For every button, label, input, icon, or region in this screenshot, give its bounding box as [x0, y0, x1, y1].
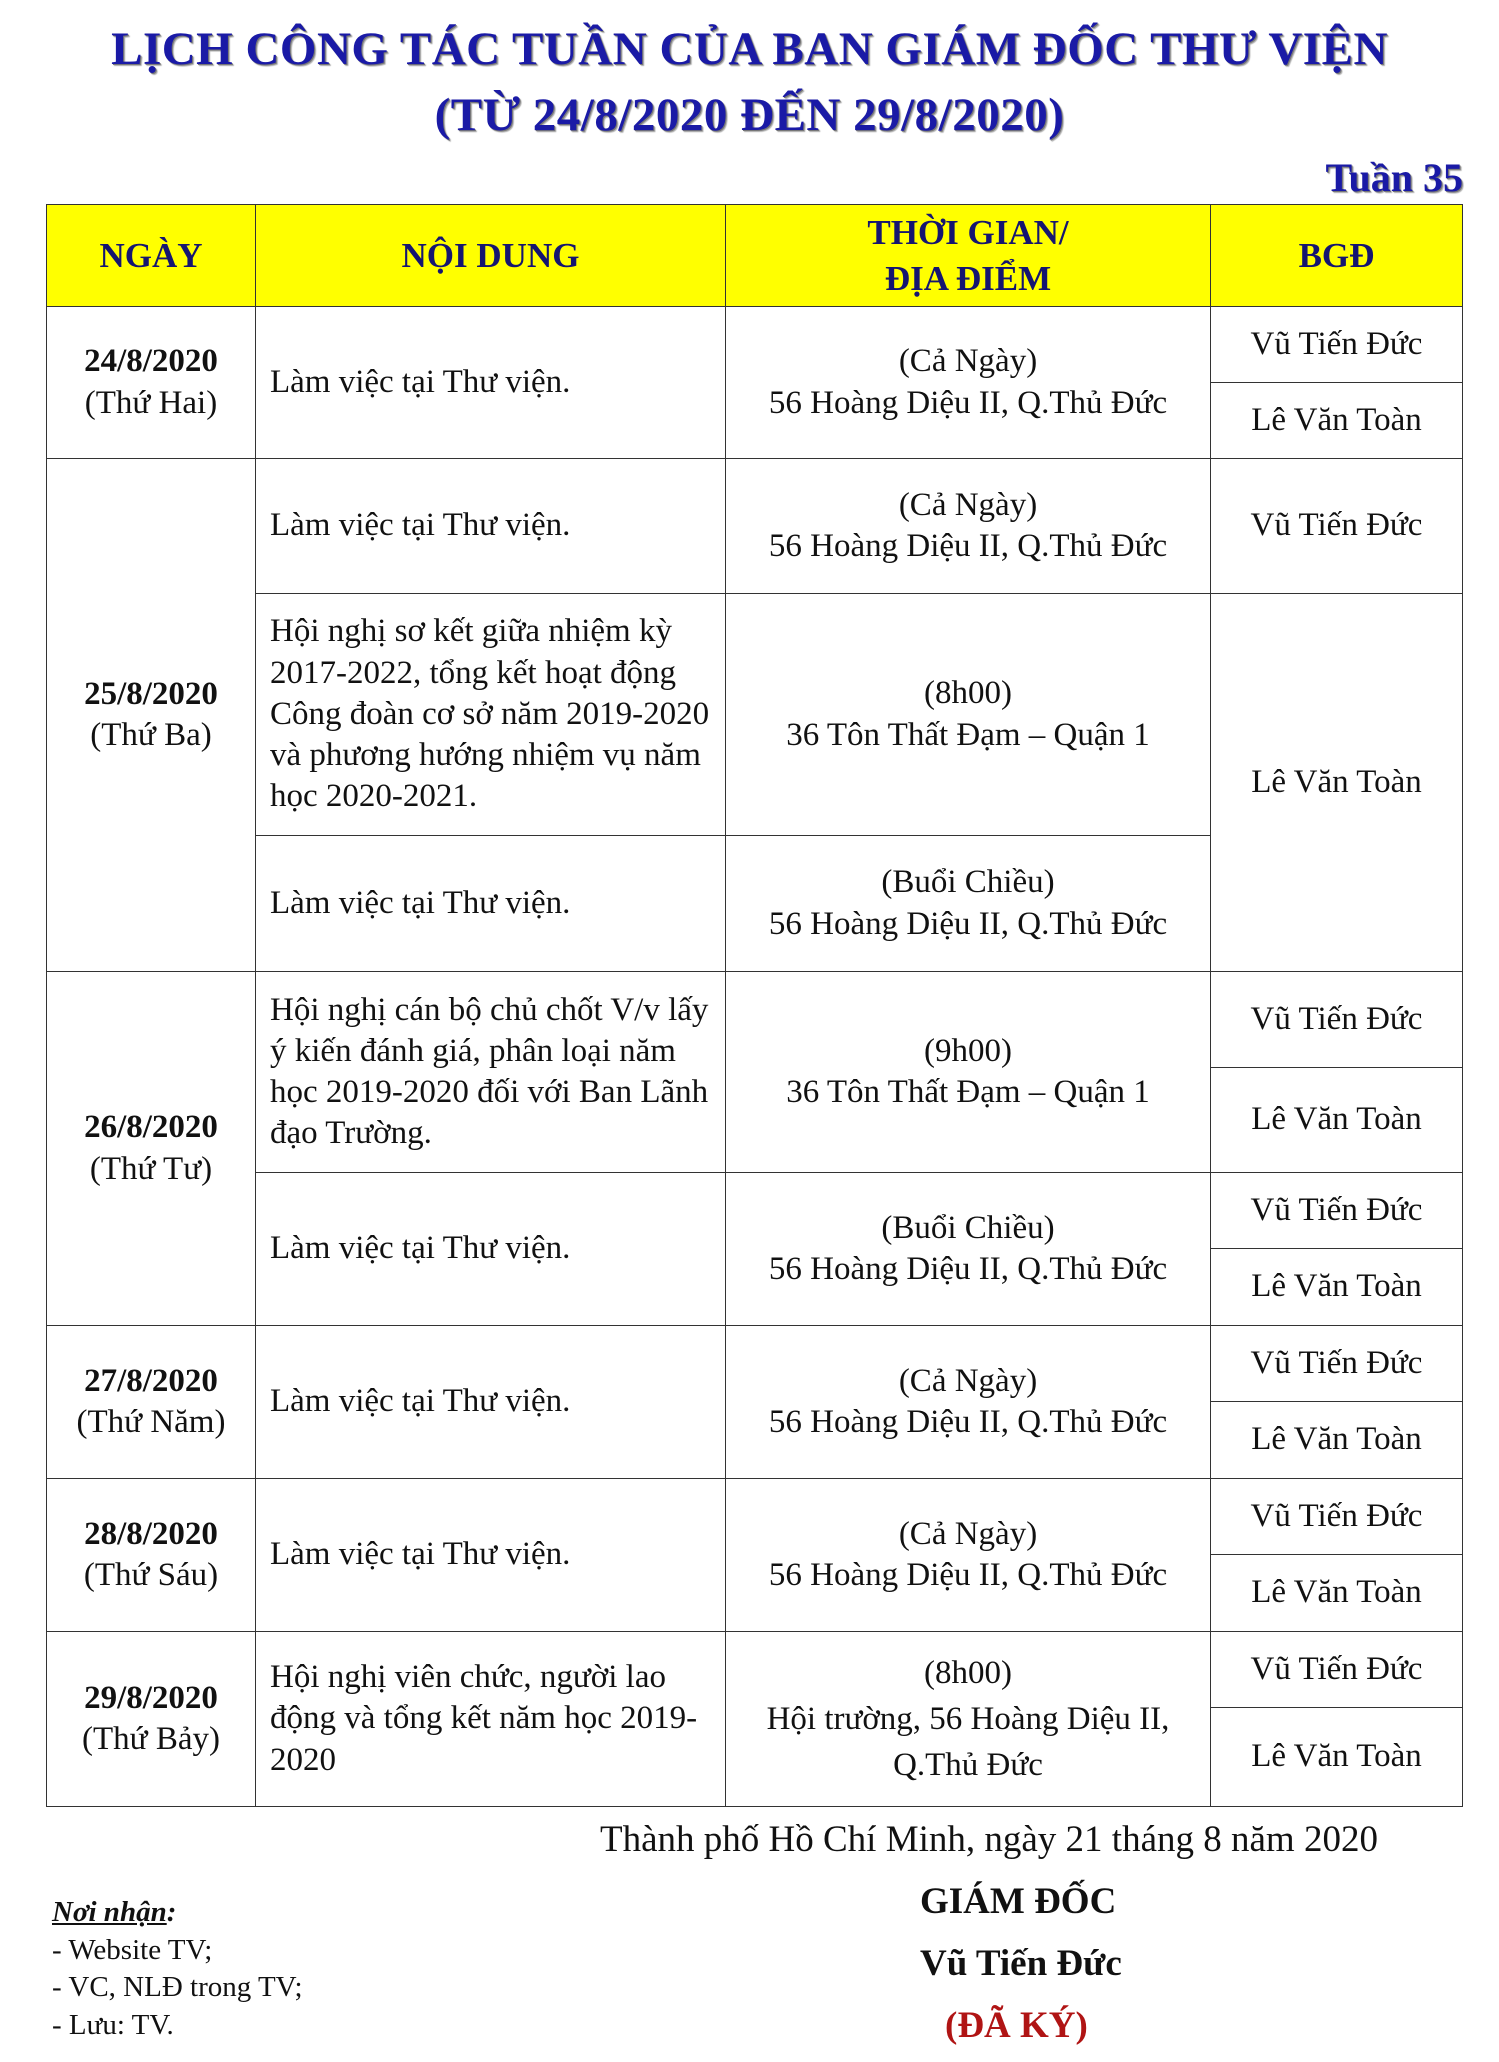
content-cell: Hội nghị viên chức, người lao động và tổng kết năm học 2019-2020 — [256, 1632, 726, 1807]
signed-note: (ĐÃ KÝ) — [945, 2005, 1088, 2046]
time: (Buổi Chiều) — [881, 864, 1055, 901]
time-place-cell — [726, 307, 1211, 459]
time-place-cell — [726, 594, 1211, 836]
weekday: (Thứ Ba) — [90, 717, 212, 753]
time: (9h00) — [924, 1032, 1012, 1069]
bgd-cell: Lê Văn Toàn — [1211, 594, 1463, 972]
day-cell — [47, 972, 256, 1326]
recipients-block — [52, 1894, 303, 2045]
content-cell: Làm việc tại Thư viện. — [256, 1173, 726, 1326]
table-row — [47, 1326, 1463, 1402]
header-time-place — [726, 205, 1211, 307]
time: (Cả Ngày) — [898, 343, 1038, 380]
time: (Cả Ngày) — [898, 486, 1038, 523]
bgd-cell: Lê Văn Toàn — [1211, 1708, 1463, 1807]
weekday: (Thứ Năm) — [76, 1404, 226, 1440]
recipient-item: - Lưu: TV. — [52, 2009, 174, 2042]
table-row — [47, 594, 1463, 836]
place: 36 Tôn Thất Đạm – Quận 1 — [786, 716, 1150, 753]
place: Q.Thủ Đức — [893, 1747, 1043, 1784]
week-number: Tuần 35 — [1325, 155, 1463, 200]
time-place-cell — [726, 1326, 1211, 1479]
place: 56 Hoàng Diệu II, Q.Thủ Đức — [768, 1557, 1168, 1593]
bgd-cell: Vũ Tiến Đức — [1211, 972, 1463, 1068]
day-cell — [47, 1479, 256, 1632]
place: 56 Hoàng Diệu II, Q.Thủ Đức — [768, 1404, 1168, 1440]
header-day: NGÀY — [47, 205, 256, 307]
content-cell: Hội nghị sơ kết giữa nhiệm kỳ 2017-2022, tổng kết hoạt động Công đoàn cơ sở năm 2019-2020 và phương hướng nhiệm vụ năm học 2020-2021. — [256, 594, 726, 836]
bgd-cell: Vũ Tiến Đức — [1211, 1326, 1463, 1402]
place: 56 Hoàng Diệu II, Q.Thủ Đức — [768, 528, 1168, 564]
bgd-cell: Vũ Tiến Đức — [1211, 1479, 1463, 1555]
table-row — [47, 307, 1463, 383]
time: (Cả Ngày) — [898, 1515, 1038, 1552]
date: 29/8/2020 — [84, 1679, 218, 1716]
weekday: (Thứ Sáu) — [83, 1557, 219, 1593]
time-place-cell — [726, 459, 1211, 594]
weekday: (Thứ Tư) — [89, 1150, 213, 1187]
date: 27/8/2020 — [84, 1362, 218, 1399]
header-place-line: ĐỊA ĐIỂM — [884, 258, 1052, 298]
bgd-cell: Vũ Tiến Đức — [1211, 1632, 1463, 1708]
date: 24/8/2020 — [84, 343, 218, 380]
content-cell: Hội nghị cán bộ chủ chốt V/v lấy ý kiến đánh giá, phân loại năm học 2019-2020 đối với Ban Lãnh đạo Trường. — [256, 972, 726, 1173]
content-cell: Làm việc tại Thư viện. — [256, 1326, 726, 1479]
table-row — [47, 1479, 1463, 1555]
content-cell: Làm việc tại Thư viện. — [256, 307, 726, 459]
day-cell — [47, 459, 256, 972]
place: Hội trường, 56 Hoàng Diệu II, — [766, 1700, 1170, 1737]
bgd-cell: Lê Văn Toàn — [1211, 383, 1463, 459]
date: 28/8/2020 — [84, 1515, 218, 1552]
header-bgd: BGĐ — [1211, 205, 1463, 307]
table-row — [47, 972, 1463, 1068]
content-cell: Làm việc tại Thư viện. — [256, 459, 726, 594]
page-subtitle-date-range: (TỪ 24/8/2020 ĐẾN 29/8/2020) — [434, 89, 1065, 141]
weekday: (Thứ Hai) — [84, 384, 218, 421]
content-cell: Làm việc tại Thư viện. — [256, 836, 726, 972]
content-cell: Làm việc tại Thư viện. — [256, 1479, 726, 1632]
date: 26/8/2020 — [84, 1109, 218, 1146]
time-place-cell — [726, 836, 1211, 972]
time-place-cell — [726, 1479, 1211, 1632]
place: 36 Tôn Thất Đạm – Quận 1 — [786, 1074, 1150, 1110]
table-row — [47, 459, 1463, 594]
day-cell — [47, 1632, 256, 1807]
header-row — [47, 205, 1463, 307]
bgd-cell: Lê Văn Toàn — [1211, 1555, 1463, 1632]
bgd-cell: Lê Văn Toàn — [1211, 1249, 1463, 1326]
weekday: (Thứ Bảy) — [82, 1721, 220, 1757]
table-row — [47, 1173, 1463, 1249]
header-content: NỘI DUNG — [256, 205, 726, 307]
time-place-cell — [726, 972, 1211, 1173]
bgd-cell: Vũ Tiến Đức — [1211, 307, 1463, 383]
date: 25/8/2020 — [84, 675, 218, 712]
time-place-cell — [726, 1632, 1211, 1807]
page-title: LỊCH CÔNG TÁC TUẦN CỦA BAN GIÁM ĐỐC THƯ VIỆN — [111, 23, 1388, 75]
day-cell — [47, 307, 256, 459]
header-time-line: THỜI GIAN/ — [867, 213, 1069, 252]
director-name: Vũ Tiến Đức — [920, 1943, 1122, 1984]
time: (8h00) — [924, 1654, 1012, 1691]
place: 56 Hoàng Diệu II, Q.Thủ Đức — [768, 384, 1168, 421]
time: (Cả Ngày) — [898, 1362, 1038, 1399]
place: 56 Hoàng Diệu II, Q.Thủ Đức — [768, 905, 1168, 942]
place-date: Thành phố Hồ Chí Minh, ngày 21 tháng 8 năm 2020 — [600, 1819, 1378, 1860]
bgd-cell: Vũ Tiến Đức — [1211, 459, 1463, 594]
director-title: GIÁM ĐỐC — [920, 1881, 1117, 1922]
bgd-cell: Lê Văn Toàn — [1211, 1068, 1463, 1173]
schedule-table — [46, 204, 1463, 1807]
table-row — [47, 1632, 1463, 1708]
bgd-cell: Lê Văn Toàn — [1211, 1402, 1463, 1479]
time: (8h00) — [924, 675, 1012, 712]
recipients-title: Nơi nhận: — [52, 1896, 177, 1928]
recipient-item: - VC, NLĐ trong TV; — [52, 1971, 303, 2004]
day-cell — [47, 1326, 256, 1479]
recipient-item: - Website TV; — [52, 1933, 213, 1966]
time: (Buổi Chiều) — [881, 1209, 1055, 1246]
place: 56 Hoàng Diệu II, Q.Thủ Đức — [768, 1251, 1168, 1287]
bgd-cell: Vũ Tiến Đức — [1211, 1173, 1463, 1249]
time-place-cell — [726, 1173, 1211, 1326]
